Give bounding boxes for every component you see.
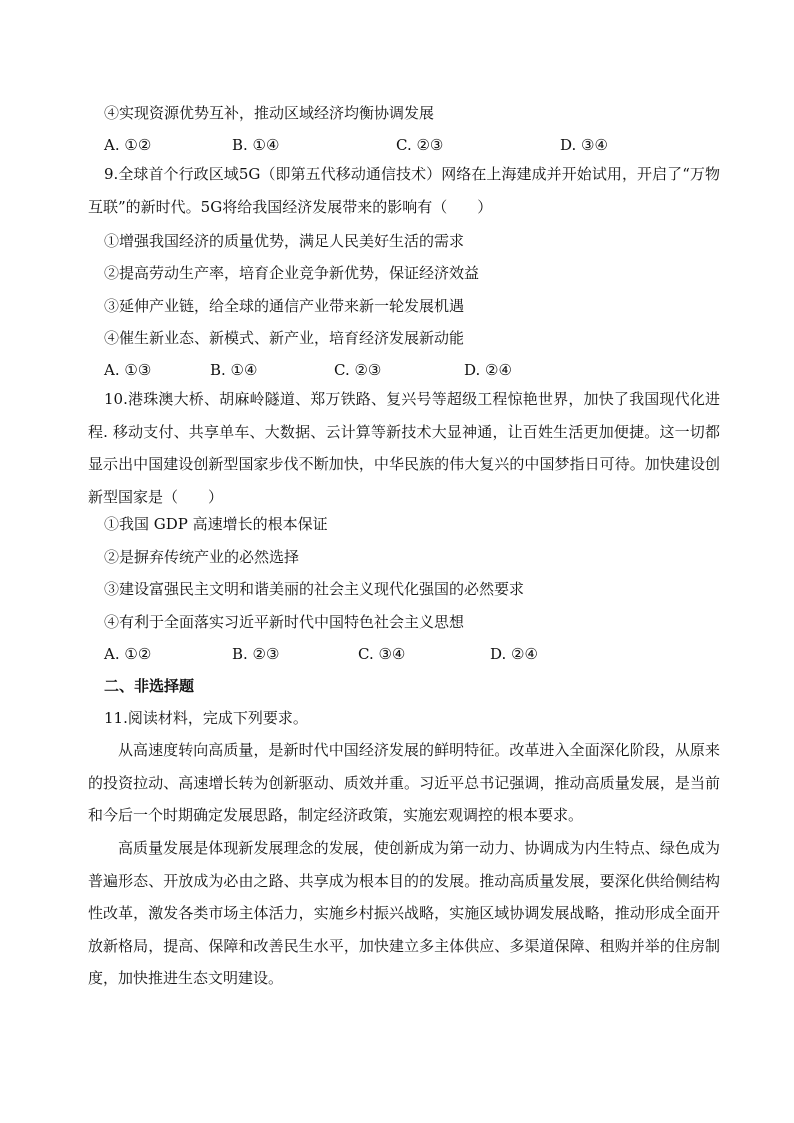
q9-option-a: A. ①③ <box>104 361 152 379</box>
q9-stem: 9.全球首个行政区域5G（即第五代移动通信技术）网络在上海建成并开始试用，开启了“万物互联”的新时代。5G将给我国经济发展带来的影响有（ ） <box>88 165 720 216</box>
q10-option-a: A. ①② <box>104 645 152 663</box>
q8-item-4: ④实现资源优势互补，推动区域经济均衡协调发展 <box>104 104 435 122</box>
q10-options <box>104 644 538 664</box>
q9-item-2: ②提高劳动生产率，培育企业竞争新优势，保证经济效益 <box>104 264 480 282</box>
q8-options <box>104 135 608 155</box>
section-heading: 二、非选择题 <box>104 677 195 695</box>
q10-stem: 10.港珠澳大桥、胡麻岭隧道、郑万铁路、复兴号等超级工程惊艳世界，加快了我国现代化进程. 移动支付、共享单车、大数据、云计算等新技术大显神通，让百姓生活更加便捷。这一切都显示出中国建设创新型国家步伐不断加快，中华民族的伟大复兴的中国梦指日可待。加快建设创新型国家是（ ） <box>88 390 720 506</box>
q9-option-b: B. ①④ <box>210 361 258 379</box>
q10-item-3: ③建设富强民主文明和谐美丽的社会主义现代化强国的必然要求 <box>104 580 525 598</box>
q10-option-b: B. ②③ <box>232 645 280 663</box>
q8-option-c: C. ②③ <box>396 136 444 154</box>
q9-option-d: D. ②④ <box>464 361 512 379</box>
q10-item-4: ④有利于全面落实习近平新时代中国特色社会主义思想 <box>104 613 465 631</box>
q10-item-1: ①我国 GDP 高速增长的根本保证 <box>104 515 328 533</box>
q9-item-4: ④催生新业态、新模式、新产业，培育经济发展新动能 <box>104 329 465 347</box>
q11-paragraph-2: 高质量发展是体现新发展理念的发展，使创新成为第一动力、协调成为内生特点、绿色成为普遍形态、开放成为必由之路、共享成为根本目的的发展。推动高质量发展，要深化供给侧结构性改革，激发各类市场主体活力，实施乡村振兴战略，实施区域协调发展战略，推动形成全面开放新格局，提高、保障和改善民生水平，加快建立多主体供应、多渠道保障、租购并举的住房制度，加快推进生态文明建设。 <box>88 839 720 987</box>
q10-option-c: C. ③④ <box>358 645 406 663</box>
q9-options <box>104 360 512 380</box>
q11-stem: 11.阅读材料，完成下列要求。 <box>104 709 308 727</box>
q8-option-d: D. ③④ <box>560 136 608 154</box>
q10-item-2: ②是摒弃传统产业的必然选择 <box>104 548 300 566</box>
q9-item-1: ①增强我国经济的质量优势，满足人民美好生活的需求 <box>104 232 465 250</box>
q10-option-d: D. ②④ <box>490 645 538 663</box>
q8-option-b: B. ①④ <box>232 136 280 154</box>
q9-option-c: C. ②③ <box>334 361 382 379</box>
q11-paragraph-1: 从高速度转向高质量，是新时代中国经济发展的鲜明特征。改革进入全面深化阶段，从原来的投资拉动、高速增长转为创新驱动、质效并重。习近平总书记强调，推动高质量发展，是当前和今后一个时期确定发展思路，制定经济政策，实施宏观调控的根本要求。 <box>88 741 720 824</box>
q9-item-3: ③延伸产业链，给全球的通信产业带来新一轮发展机遇 <box>104 297 465 315</box>
q8-option-a: A. ①② <box>104 136 152 154</box>
